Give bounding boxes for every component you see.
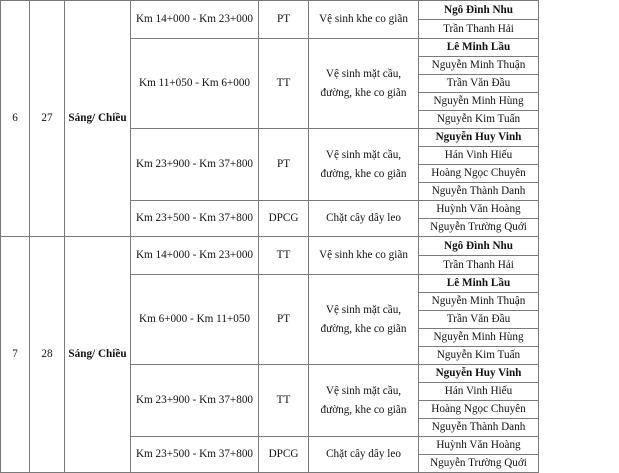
unit-cell[interactable]: TT	[259, 237, 309, 275]
work-cell[interactable]: Chặt cây dây leo	[309, 437, 419, 473]
member-cell[interactable]: Hoàng Ngọc Chuyên	[419, 401, 539, 419]
unit-cell[interactable]: TT	[259, 365, 309, 437]
leader-cell[interactable]: Nguyễn Huy Vinh	[419, 365, 539, 383]
day-cell[interactable]: 28	[30, 237, 65, 473]
member-cell[interactable]: Trần Văn Đầu	[419, 311, 539, 329]
member-cell[interactable]: Nguyễn Minh Hùng	[419, 93, 539, 111]
route-cell[interactable]: Km 23+900 - Km 37+800	[131, 365, 259, 437]
member-cell[interactable]: Trần Thanh Hải	[419, 20, 539, 39]
member-cell[interactable]: Nguyễn Thành Danh	[419, 419, 539, 437]
route-cell[interactable]: Km 6+000 - Km 11+050	[131, 275, 259, 365]
work-cell[interactable]: Vệ sinh khe co giãn	[309, 1, 419, 39]
table-body	[1, 1, 539, 473]
work-cell[interactable]: Chặt cây dây leo	[309, 201, 419, 237]
member-cell[interactable]: Hán Vinh Hiếu	[419, 147, 539, 165]
member-cell[interactable]: Nguyễn Kim Tuấn	[419, 111, 539, 129]
work-cell[interactable]: Vệ sinh mặt cầu, đường, khe co giãn	[309, 39, 419, 129]
unit-cell[interactable]: DPCG	[259, 437, 309, 473]
member-cell[interactable]: Huỳnh Văn Hoàng	[419, 201, 539, 219]
member-cell[interactable]: Nguyễn Kim Tuấn	[419, 347, 539, 365]
member-cell[interactable]: Hán Vinh Hiếu	[419, 383, 539, 401]
table-row	[1, 1, 539, 20]
route-cell[interactable]: Km 14+000 - Km 23+000	[131, 237, 259, 275]
unit-cell[interactable]: PT	[259, 1, 309, 39]
member-cell[interactable]: Nguyễn Thành Danh	[419, 183, 539, 201]
member-cell[interactable]: Huỳnh Văn Hoàng	[419, 437, 539, 455]
work-cell[interactable]: Vệ sinh mặt cầu, đường, khe co giãn	[309, 275, 419, 365]
member-cell[interactable]: Hoàng Ngọc Chuyên	[419, 165, 539, 183]
member-cell[interactable]: Trần Thanh Hải	[419, 256, 539, 275]
leader-cell[interactable]: Lê Minh Lầu	[419, 39, 539, 57]
route-cell[interactable]: Km 14+000 - Km 23+000	[131, 1, 259, 39]
route-cell[interactable]: Km 23+900 - Km 37+800	[131, 129, 259, 201]
member-cell[interactable]: Nguyễn Minh Thuận	[419, 293, 539, 311]
leader-cell[interactable]: Ngô Đình Nhu	[419, 1, 539, 20]
stt-cell[interactable]: 6	[1, 1, 30, 237]
work-cell[interactable]: Vệ sinh mặt cầu, đường, khe co giãn	[309, 129, 419, 201]
unit-cell[interactable]: TT	[259, 39, 309, 129]
unit-cell[interactable]: DPCG	[259, 201, 309, 237]
work-cell[interactable]: Vệ sinh mặt cầu, đường, khe co giãn	[309, 365, 419, 437]
table-row	[1, 237, 539, 256]
day-cell[interactable]: 27	[30, 1, 65, 237]
route-cell[interactable]: Km 23+500 - Km 37+800	[131, 201, 259, 237]
unit-cell[interactable]: PT	[259, 129, 309, 201]
member-cell[interactable]: Nguyễn Trường Quới	[419, 455, 539, 473]
route-cell[interactable]: Km 11+050 - Km 6+000	[131, 39, 259, 129]
unit-cell[interactable]: PT	[259, 275, 309, 365]
member-cell[interactable]: Nguyễn Trường Quới	[419, 219, 539, 237]
leader-cell[interactable]: Lê Minh Lầu	[419, 275, 539, 293]
member-cell[interactable]: Nguyễn Minh Thuận	[419, 57, 539, 75]
route-cell[interactable]: Km 23+500 - Km 37+800	[131, 437, 259, 473]
shift-cell[interactable]: Sáng/ Chiều	[65, 1, 131, 237]
leader-cell[interactable]: Ngô Đình Nhu	[419, 237, 539, 256]
work-cell[interactable]: Vệ sinh khe co giãn	[309, 237, 419, 275]
leader-cell[interactable]: Nguyễn Huy Vinh	[419, 129, 539, 147]
stt-cell[interactable]: 7	[1, 237, 30, 473]
member-cell[interactable]: Nguyễn Minh Hùng	[419, 329, 539, 347]
member-cell[interactable]: Trần Văn Đầu	[419, 75, 539, 93]
shift-cell[interactable]: Sáng/ Chiều	[65, 237, 131, 473]
